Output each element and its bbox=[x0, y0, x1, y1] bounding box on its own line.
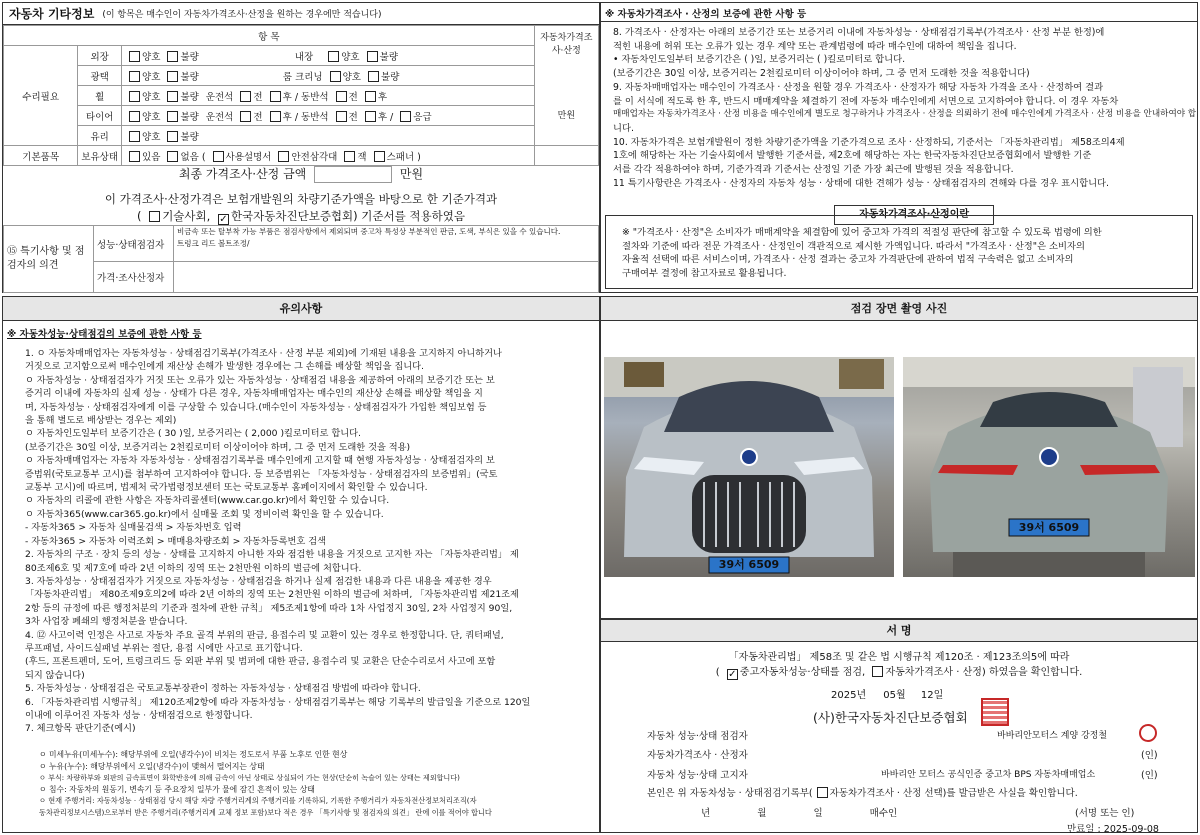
holding-have-checkbox[interactable] bbox=[129, 151, 140, 162]
tire-ok-checkbox[interactable] bbox=[129, 111, 140, 122]
notice-line: 거짓으로 고지함으로써 매수인에게 재산상 손해가 발생한 경우에는 그 손해를 배상할 책임을 집니다. bbox=[25, 361, 424, 373]
notice-line: ㅇ 자동차성능 · 상태점검자가 거짓 또는 오류가 있는 자동차성능 · 상태점검 내용을 제공하여 아래의 보증기간 또는 보 bbox=[25, 374, 495, 386]
photo-title: 점검 장면 촬영 사진 bbox=[601, 297, 1197, 321]
inspector-note2: 트렁크 리드 볼트조정/ bbox=[177, 239, 250, 248]
price-guarantee-list bbox=[613, 26, 1196, 190]
driver-seat-label: 운전석 bbox=[205, 111, 234, 123]
wheel-driver-front-checkbox[interactable] bbox=[240, 91, 251, 102]
notice-line: 3. 자동차성능 · 상태점검자가 거짓으로 자동차성능 · 상태점검을 하거나 실제 점검한 내용과 다른 내용을 제공한 경우 bbox=[25, 575, 492, 587]
tech-label: 기술사회 bbox=[162, 209, 207, 223]
notice-title: 유의사항 bbox=[3, 297, 599, 321]
notice-line: 7. 체크항목 판단기준(예시) bbox=[25, 723, 136, 735]
tire-driver-rear-checkbox[interactable] bbox=[270, 111, 281, 122]
price-guarantee-section bbox=[600, 2, 1198, 293]
bad-label: 불량 bbox=[180, 71, 199, 83]
have-label: 있음 bbox=[142, 151, 161, 163]
notice-line: 증거리 이내에 자동차의 실제 성능 · 상태가 다른 경우, 자동차매매업자는 매수인의 재산상 손해를 배상할 책임을 지 bbox=[25, 388, 483, 400]
bad-label: 불량 bbox=[180, 111, 199, 123]
definition-box bbox=[605, 215, 1193, 289]
manual-checkbox[interactable] bbox=[213, 151, 224, 162]
buyer-day: 일 bbox=[813, 808, 823, 819]
triangle-checkbox[interactable] bbox=[278, 151, 289, 162]
expiry-date: 만료일 : 2025-09-08 bbox=[1067, 824, 1159, 835]
sig-month: 05월 bbox=[883, 690, 906, 701]
triangle-label: 안전삼각대 bbox=[291, 151, 338, 163]
inspector-label: 성능·상태점검자 bbox=[94, 226, 174, 262]
interior-label: 내장 bbox=[294, 51, 314, 63]
notice-line: 80조제6호 및 제7호에 따라 2년 이하의 징역 또는 2천만원 이하의 벌금에 처합니다. bbox=[25, 562, 362, 574]
wheel-driver-rear-checkbox[interactable] bbox=[270, 91, 281, 102]
front-label: 전 bbox=[348, 91, 358, 103]
notice-line: 1. ㅇ 자동차매매업자는 자동차성능 · 상태점검기록부(가격조사 · 산정 부분 제외)에 기재된 내용을 고지하지 아니하거나 bbox=[25, 348, 502, 359]
notifier-row-label: 자동차 성능·상태 고지자 bbox=[647, 770, 748, 781]
spanner-checkbox[interactable] bbox=[374, 151, 385, 162]
signature-line2: ( ✓중고자동차성능·상태를 점검, 자동차가격조사 · 산정) 하였음을 확인합니다. bbox=[601, 663, 1197, 680]
price-guarantee-title: ※ 자동차가격조사 · 산정의 보증에 관한 사항 등 bbox=[601, 3, 1197, 22]
guarantee-line: 매매업자는 자동차가격조사 · 산정 비용을 매수인에게 별도로 청구하거나 가격조사 · 산정을 의뢰하기 전에 매수인에게 가격조사 · 산정 비용을 안내하여야 합 bbox=[613, 109, 1197, 120]
sig-day: 12일 bbox=[920, 690, 944, 701]
notice-line: ㅇ 자동차인도일부터 보증기간은 ( 30 )일, 보증거리는 ( 2,000 )킬로미터로 합니다. bbox=[25, 428, 361, 440]
definition-line: 절차와 기준에 따라 전문 가격조사 · 산정인이 객관적으로 제시한 가액입니다. 따라서 "가격조사 · 산정"은 소비자의 bbox=[622, 240, 1085, 252]
notice-list bbox=[25, 347, 530, 736]
buyer-year: 년 bbox=[701, 808, 711, 819]
manual-label: 사용설명서 bbox=[225, 151, 272, 163]
rear-label: 후 bbox=[282, 91, 292, 103]
bad-label: 불량 bbox=[180, 91, 199, 103]
other-info-title: 자동차 기타정보 bbox=[9, 7, 95, 21]
inspection-checkbox[interactable] bbox=[727, 669, 738, 680]
col-price: 자동차가격조사·산정 bbox=[540, 33, 593, 56]
notice-line: (후드, 프론트펜더, 도어, 트렁크리드 등 외판 부위 및 범퍼에 대한 판금, 용접수리 및 교환은 단순수리로서 사고에 포함 bbox=[25, 656, 496, 668]
guarantee-line: 1호에 해당하는 자는 기술사회에서 발행한 기준서를, 제2호에 해당하는 자는 한국자동차진단보증협회에서 발행한 기준 bbox=[613, 150, 1092, 162]
notifier-row-value: 바바리안 모터스 공식인증 중고차 BPS 자동차매매업소 bbox=[881, 770, 1096, 780]
notice-line: ㅇ 자동차매매업자는 자동차 자동차성능 · 상태점검기록부를 매수인에게 고지할 때 현행 자동차성능 · 상태점검자의 보 bbox=[25, 455, 495, 467]
rear-label: 후 bbox=[282, 111, 292, 123]
bad-label: 불량 bbox=[180, 51, 199, 63]
driver-seat-label: 운전석 bbox=[205, 91, 234, 103]
front-label: 전 bbox=[348, 111, 358, 123]
inspector-note: 비금속 또는 탈부착 가능 부품은 점검사항에서 제외되며 중고차 특성상 부분적인 판금, 도색, 부식은 있을 수 있습니다. bbox=[177, 227, 561, 236]
glass-ok-checkbox[interactable] bbox=[129, 131, 140, 142]
notice-line: 되지 않습니다) bbox=[25, 669, 85, 681]
price-unit: 만원 bbox=[557, 111, 576, 121]
notice-line: 을 통해 별도로 배상받는 경우는 제외) bbox=[25, 415, 177, 427]
notice-line: 교통부 고시)에 따르며, 법제처 국가법령정보센터 또는 국토교통부 홈페이지에서 확인할 수 있습니다. bbox=[25, 482, 428, 494]
room-bad-checkbox[interactable] bbox=[368, 71, 379, 82]
notice-small-list bbox=[39, 749, 492, 818]
tire-driver-front-checkbox[interactable] bbox=[240, 111, 251, 122]
notice-line: - 자동차365 > 자동차 이력조회 > 매매용차량조회 > 자동차등록번호 검색 bbox=[25, 535, 326, 547]
signature-date bbox=[831, 686, 943, 701]
guarantee-line: 를 이 서식에 적도록 한 후, 반드시 매매계약을 체결하기 전에 자동차 매수인에게 서면으로 고지하여야 합니다. 이 경우 자동차 bbox=[613, 95, 1119, 107]
passenger-seat-label: 동반석 bbox=[301, 91, 329, 103]
inspector-row-value: 바바리안모터스 계양 강정철 bbox=[997, 731, 1108, 741]
criteria-line: ㅇ 현재 주행거리: 자동차성능 · 상태점검 당시 해당 자량 주행거리계의 주행거리를 기록하되, 기록한 주행거리가 자동차전산정보처리조직(자 bbox=[39, 796, 477, 805]
buyer-label: 매수인 bbox=[869, 808, 898, 819]
wheel-passenger-front-checkbox[interactable] bbox=[336, 91, 347, 102]
rear-plate: 39서 6509 bbox=[1018, 521, 1080, 534]
ok-label: 양호 bbox=[342, 71, 361, 83]
final-price-unit: 만원 bbox=[399, 167, 424, 181]
wheel-bad-checkbox[interactable] bbox=[167, 91, 178, 102]
tech-checkbox[interactable] bbox=[149, 211, 160, 222]
notice-line: ㅇ 자동차365(www.car365.go.kr)에서 실매물 조회 및 정비이력 확인을 할 수 있습니다. bbox=[25, 508, 384, 520]
criteria-line: 동차관리정보시스템)으로부터 받은 주행거리(주행거리계 교체 정보 포함)보다 적은 경우 「특기사항 및 점검자의 의견」 란에 이를 적어야 합니다 bbox=[39, 807, 492, 817]
signature-title: 서 명 bbox=[601, 620, 1197, 642]
col-item: 항 목 bbox=[4, 26, 535, 46]
jack-label: 잭 bbox=[357, 151, 367, 163]
wheel-ok-checkbox[interactable] bbox=[129, 91, 140, 102]
criteria-line: ㅇ 침수: 자동차의 원동기, 변속기 등 주요장치 일부가 물에 잠긴 흔적이 있는 상태 bbox=[39, 784, 315, 794]
passenger-seat-label: 동반석 bbox=[301, 111, 329, 123]
receipt-a: 본인은 위 자동차성능 · 상태점검기록부( bbox=[647, 788, 813, 799]
appraiser-row-label: 자동차가격조사 · 산정자 bbox=[647, 750, 748, 761]
criteria-line: ㅇ 누유(누수): 해당부위에서 오일(냉각수)이 맺혀서 떨어지는 상태 bbox=[39, 761, 265, 771]
notice-line: (보증기간은 30일 이상, 보증거리는 2천킬로미터 이상이어야 하며, 그 중 먼저 도래한 것을 적용) bbox=[25, 441, 411, 453]
interior-ok-checkbox[interactable] bbox=[328, 51, 339, 62]
notice-line: 3차 사업장 폐쇄의 행정처분을 받습니다. bbox=[25, 616, 188, 628]
appraiser-label: 가격·조사산정자 bbox=[94, 262, 174, 293]
signature-org: (사)한국자동차진단보증협회 bbox=[813, 710, 968, 725]
bad-label: 불량 bbox=[379, 51, 398, 63]
org-seal-icon bbox=[981, 698, 1009, 726]
bmw-logo-icon bbox=[741, 449, 757, 465]
none-label: 없음 bbox=[180, 151, 199, 163]
bad-label: 불량 bbox=[381, 71, 400, 83]
rear-label: 후 bbox=[377, 111, 388, 123]
receipt-b: 자동차가격조사 · 산정 선택)를 발급받은 사실을 확인합니다. bbox=[829, 788, 1078, 799]
guarantee-line: 11 특기사항란은 가격조사 · 산정자의 자동차 성능 · 상태에 대한 견해가 성능 · 상태점검자의 견해와 다를 경우 표시합니다. bbox=[613, 177, 1109, 189]
receipt-appraisal-checkbox[interactable] bbox=[817, 787, 828, 798]
other-info-subtitle: (이 항목은 매수인이 자동차가격조사·산정을 원하는 경우에만 적습니다) bbox=[102, 10, 382, 20]
sig-year: 2025년 bbox=[831, 690, 867, 701]
bad-label: 불량 bbox=[180, 131, 199, 143]
final-price-label: 최종 가격조사·산정 금액 bbox=[178, 167, 307, 181]
receipt-line bbox=[647, 785, 1078, 799]
basis-line1: 이 가격조사·산정가격은 보험개발원의 차량기준가액을 바탕으로 한 기준가격과 bbox=[104, 192, 498, 206]
front-label: 전 bbox=[253, 91, 263, 103]
definition-line: 자율적 선택에 따른 서비스이며, 가격조사 · 산정 결과는 중고차 가격판단에 관하여 법적 구속력은 없고 소비자의 bbox=[622, 254, 1074, 266]
ok-label: 양호 bbox=[142, 91, 161, 103]
signature-line1: 「자동차관리법」 제58조 및 같은 법 시행규칙 제120조 · 제123조의5에 따라 bbox=[728, 652, 1070, 663]
basic-label: 기본품목 bbox=[4, 146, 78, 166]
appraiser-row-value: (인) bbox=[1141, 750, 1158, 761]
exterior-bad-checkbox[interactable] bbox=[167, 51, 178, 62]
definition-line: 구매여부 결정에 참고자료로 활용됩니다. bbox=[622, 268, 787, 280]
special-label: ⑮ 특기사항 및 점검자의 의견 bbox=[4, 226, 94, 293]
notice-line: 5. 자동차성능 · 상태점검은 국토교통부장관이 정하는 자동차성능 · 상태점검 방법에 따라야 합니다. bbox=[25, 683, 421, 695]
notice-subtitle: ※ 자동차성능·상태점검의 보증에 관한 사항 등 bbox=[7, 329, 202, 340]
final-price-input[interactable] bbox=[314, 166, 392, 183]
kaa-checkbox[interactable] bbox=[218, 214, 229, 225]
appraisal-label: 자동차가격조사 · 산정) 하였음을 확인합니다. bbox=[885, 667, 1083, 678]
notice-line: 며, 자동차성능 · 상태점검자에게 이를 구상할 수 있습니다.(매수인이 자동차성능 · 상태점검자가 가입한 책임보험 등 bbox=[25, 401, 487, 413]
photo-section bbox=[600, 296, 1198, 619]
ok-label: 양호 bbox=[142, 71, 161, 83]
definition-title: 자동차가격조사·산정이란 bbox=[834, 205, 994, 225]
gloss-label: 광택 bbox=[78, 66, 122, 86]
buyer-sign: (서명 또는 인) bbox=[1075, 808, 1135, 819]
holding-label: 보유상태 bbox=[78, 146, 122, 166]
front-label: 전 bbox=[253, 111, 263, 123]
notice-line: 「자동차관리법」 제80조제9호의2에 따라 2년 이하의 징역 또는 2천만원 이하의 벌금에 처하며, 「자동차관리법 제21조제 bbox=[25, 589, 519, 601]
notice-line: ㅇ 자동차의 리콜에 관한 사항은 자동차리콜센터(www.car.go.kr)에서 확인할 수 있습니다. bbox=[25, 495, 390, 507]
gloss-bad-checkbox[interactable] bbox=[167, 71, 178, 82]
basis-tail: ) 기준서를 적용하였음 bbox=[353, 209, 465, 223]
room-cleaning-label: 룸 크리닝 bbox=[282, 71, 323, 83]
other-info-header bbox=[3, 3, 599, 25]
guarantee-line: • 자동차인도일부터 보증기간은 ( )일, 보증거리는 ( )킬로미터로 합니다. bbox=[613, 54, 906, 66]
exterior-label: 외장 bbox=[78, 46, 122, 66]
room-ok-checkbox[interactable] bbox=[330, 71, 341, 82]
tire-bad-checkbox[interactable] bbox=[167, 111, 178, 122]
exterior-ok-checkbox[interactable] bbox=[129, 51, 140, 62]
notice-section bbox=[2, 296, 600, 833]
tire-passenger-rear-checkbox[interactable] bbox=[365, 111, 376, 122]
guarantee-line: 8. 가격조사 · 산정자는 아래의 보증기간 또는 보증거리 이내에 자동차성능 · 상태점검기록부(가격조사 · 산정 부분 한정)에 bbox=[613, 27, 1105, 38]
ok-label: 양호 bbox=[142, 51, 161, 63]
front-plate: 39서 6509 bbox=[718, 558, 780, 571]
notice-line: 6. 「자동차관리법 시행규칙」 제120조제2항에 따라 자동차성능 · 상태점검기록부는 해당 기록부의 발급일을 기준으로 120일 bbox=[25, 696, 531, 708]
definition-line: ※ "가격조사 · 산정"은 소비자가 매매계약을 체결함에 있어 중고차 가격의 적절성 판단에 참고할 수 있도록 법령에 의한 bbox=[622, 227, 1102, 238]
other-info-section bbox=[2, 2, 600, 293]
gloss-ok-checkbox[interactable] bbox=[129, 71, 140, 82]
signature-section bbox=[600, 619, 1198, 833]
ok-label: 양호 bbox=[341, 51, 360, 63]
glass-bad-checkbox[interactable] bbox=[167, 131, 178, 142]
bmw-logo-icon bbox=[1040, 448, 1058, 466]
appraisal-checkbox[interactable] bbox=[872, 666, 883, 677]
repair-label: 수리필요 bbox=[4, 46, 78, 146]
ok-label: 양호 bbox=[142, 131, 161, 143]
inspector-row-label: 자동차 성능·상태 점검자 bbox=[647, 731, 748, 742]
other-info-table: 항 목 자동차가격조사·산정 만원 수리필요 외장 양호 불량 내장 양호 불량 광택 양호 불량 룸 크리닝 양호 불량 휠 양호 불량 운전석 전 후 / 동반석 전 후 타이어 양호 불량 운전석 전 후 / 동반석 전 후 / 응급 유리 양호 불량 기본품목 보유상태 있음 없음 ( 사용설명서 안전삼각대 잭 스패너 ) bbox=[3, 25, 599, 166]
final-price-row bbox=[3, 165, 599, 183]
guarantee-line: 적힌 내용에 허위 또는 오류가 있는 경우 계약 또는 관계법령에 따라 매수인에 대하여 책임을 집니다. bbox=[613, 40, 1017, 52]
front-car-photo bbox=[604, 357, 894, 577]
basis-line2: ( 기술사회, ✓한국자동차진단보증협회) 기준서를 적용하였음 bbox=[3, 208, 599, 225]
front-car-illustration bbox=[604, 357, 894, 577]
guarantee-line: 니다. bbox=[613, 122, 634, 134]
buyer-month: 월 bbox=[757, 808, 767, 819]
rear-car-photo bbox=[903, 357, 1195, 577]
wheel-passenger-rear-checkbox[interactable] bbox=[365, 91, 376, 102]
interior-bad-checkbox[interactable] bbox=[367, 51, 378, 62]
kaa-label: 한국자동차진단보증협회 bbox=[230, 209, 354, 223]
tire-emergency-checkbox[interactable] bbox=[400, 111, 411, 122]
notice-line: 루프패널, 사이드실패널 부위는 절단, 용접 시에만 사고로 표기합니다. bbox=[25, 642, 303, 654]
tire-passenger-front-checkbox[interactable] bbox=[336, 111, 347, 122]
holding-none-checkbox[interactable] bbox=[167, 151, 178, 162]
spanner-label: 스패너 bbox=[386, 151, 415, 163]
glass-label: 유리 bbox=[78, 126, 122, 146]
wheel-label: 휠 bbox=[78, 86, 122, 106]
rear-label: 후 bbox=[377, 91, 388, 103]
notifier-row-seal: (인) bbox=[1141, 770, 1158, 781]
rear-car-illustration bbox=[903, 357, 1195, 577]
notice-line: - 자동차365 > 자동차 실매물검색 > 자동차번호 입력 bbox=[25, 522, 242, 534]
notice-line: 2항 등의 규정에 따른 행정처분의 기준과 절차에 관한 규칙」 제5조제1항에 따라 1차 사업정지 30일, 2차 사업정지 90일, bbox=[25, 602, 513, 614]
guarantee-line: 10. 자동차가격은 보험개발원이 정한 차량기준가액을 기준가격으로 조사 · 산정하되, 기준서는 「자동차관리법」 제58조의4제 bbox=[613, 136, 1125, 148]
guarantee-line: 9. 자동차매매업자는 매수인이 가격조사 · 산정을 원할 경우 가격조사 · 산정자가 해당 자동차 가격을 조사 · 산정하여 결과 bbox=[613, 81, 1104, 93]
kidney-grille bbox=[692, 475, 806, 553]
notice-line: 4. ⑫ 사고이력 인정은 사고로 자동차 주요 골격 부위의 판금, 용접수리 및 교환이 있는 경우로 한정합니다. 단, 쿼터패널, bbox=[25, 629, 504, 641]
guarantee-line: 서를 각각 적용하여야 하며, 기준가격과 기준서는 산정일 기준 가장 최근에 발행된 것을 적용합니다. bbox=[613, 164, 1014, 176]
inspection-label: 중고자동차성능·상태를 점검, bbox=[739, 667, 866, 678]
notice-line: 증범위(국토교통부 고시)를 첨부하여 고지하여야 합니다. 등 보증범위는 「자동차성능 · 상태점검자의 보증범위」(국토 bbox=[25, 468, 498, 480]
jack-checkbox[interactable] bbox=[344, 151, 355, 162]
notice-line: 이내에 이루어진 자동차 성능 · 상태점검으로 한정합니다. bbox=[25, 709, 253, 721]
special-table bbox=[3, 225, 599, 293]
emergency-label: 응급 bbox=[413, 111, 432, 123]
criteria-line: ㅇ 부식: 차량하부와 외판의 금속표면이 화학반응에 의해 금속이 아닌 상태로 상실되어 가는 현상(단순히 녹슬어 있는 상태는 제외합니다) bbox=[39, 773, 460, 782]
tire-label: 타이어 bbox=[78, 106, 122, 126]
criteria-line: ㅇ 미세누유(미세누수): 해당부위에 오일(냉각수)이 비치는 정도로서 부품 노후로 인한 현상 bbox=[39, 750, 348, 759]
notice-line: 2. 자동차의 구조 · 장치 등의 성능 · 상태를 고지하지 아니한 자와 점검한 내용을 거짓으로 고지한 자는 「자동차관리법」 제 bbox=[25, 549, 519, 561]
buyer-row bbox=[701, 805, 897, 819]
guarantee-line: (보증기간은 30일 이상, 보증거리는 2천킬로미터 이상이어야 하며, 그 중 먼저 도래한 것을 적용합니다) bbox=[613, 68, 1030, 80]
inspector-seal-icon bbox=[1139, 724, 1157, 742]
ok-label: 양호 bbox=[142, 111, 161, 123]
